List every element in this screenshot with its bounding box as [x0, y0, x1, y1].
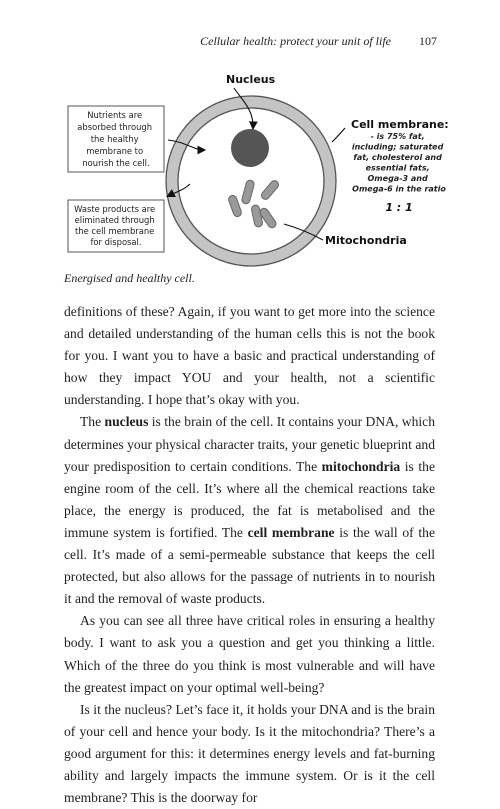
body-paragraph [64, 699, 435, 809]
waste-box-text: Waste products are eliminated through the cell membrane for disposal. [74, 204, 156, 247]
body-text [64, 301, 435, 809]
page-number: 107 [419, 34, 437, 48]
figure-caption: Energised and healthy cell. [64, 271, 195, 285]
paragraph-text: is the brain of the cell. It contains your DNA, which determines your physical character traits, your genetic blueprint and your predisposition to certain conditions. The [64, 414, 435, 474]
body-paragraph [64, 610, 435, 698]
body-paragraph [64, 301, 435, 411]
nucleus-shape [231, 129, 269, 167]
bold-term: mitochondria [321, 458, 401, 474]
label-nucleus: Nucleus [226, 73, 276, 86]
paragraph-text: is the engine room of the cell. It’s where all the chemical reactions take place, the energy is produced, the fat is metabolised and the immune system is fortified. The [64, 458, 435, 540]
bold-term: nucleus [104, 414, 149, 430]
bold-term: cell membrane [247, 524, 335, 540]
paragraph-text: is the wall of the cell. It’s made of a semi-permeable substance that keeps the cell protected, but also allows for the passage of nutrients in to nourish it and the removal of waste products. [64, 524, 435, 607]
paragraph-text: The [80, 414, 105, 430]
paragraph-text: As you can see all three have critical roles in ensuring a healthy body. I want to ask you a question and get you thinking a little. Which of the three do you think is most vulnerable and will have the greatest impact on your optimal well-being? [64, 613, 435, 695]
nutrients-box-text: Nutrients are absorbed through the healthy membrane to nourish the cell. [77, 110, 153, 168]
membrane-detail: - is 75% fat, including; saturated fat, cholesterol and essential fats, Omega-3 and Omega-6 in the ratio [351, 132, 446, 194]
membrane-ratio: 1 : 1 [385, 201, 413, 214]
running-title: Cellular health: protect your unit of life [200, 34, 391, 48]
paragraph-text: definitions of these? Again, if you want to get more into the science and detailed understanding of the human cells this is not the book for you. I want you to have a basic and practical understanding of how they impact YOU and your health, not a scientific understanding. I hope that’s okay with you. [64, 304, 435, 408]
cell-diagram-svg [62, 66, 449, 266]
label-cell-membrane: Cell membrane: [351, 118, 449, 131]
body-paragraph [64, 411, 435, 610]
cell-diagram [62, 66, 449, 266]
paragraph-text: Is it the nucleus? Let’s face it, it holds your DNA and is the brain of your cell and hence your body. Is it the mitochondria? There’s a good argument for this: it determines energy levels and fat-burning ability and largely impacts the immune system. Or is it the cell membrane? This is the doorway for [64, 701, 435, 806]
running-head [62, 34, 437, 49]
label-mitochondria: Mitochondria [325, 234, 407, 247]
membrane-pointer [332, 128, 345, 142]
